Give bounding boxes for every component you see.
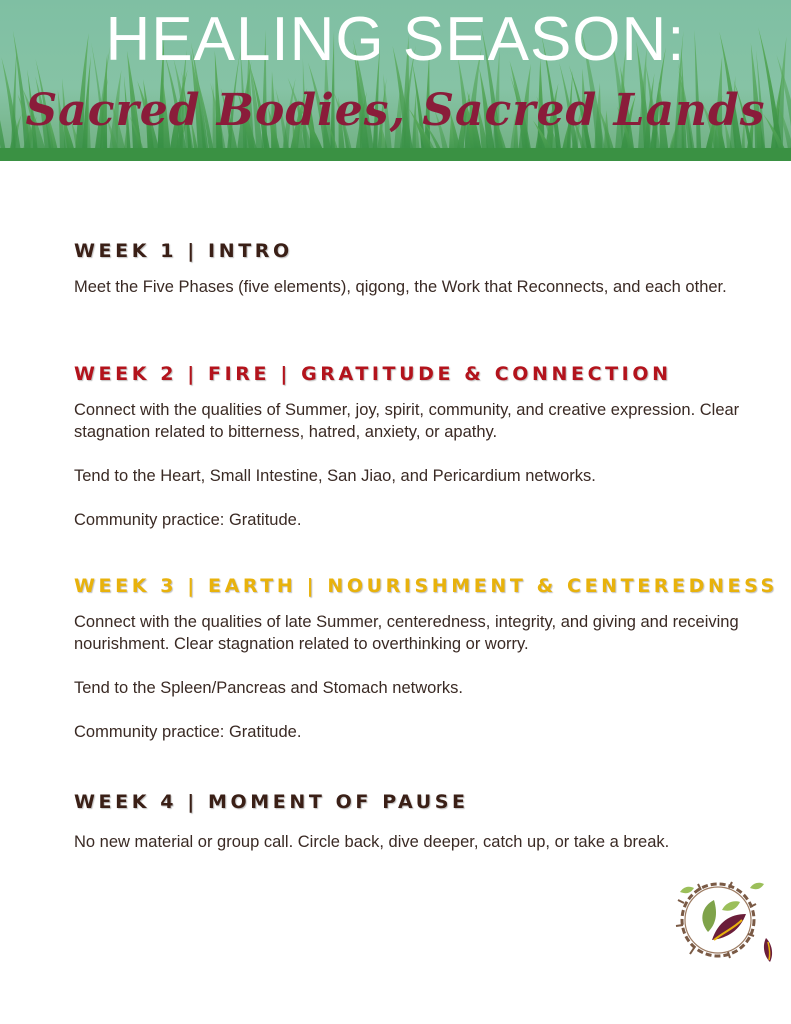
leaf-wreath-icon xyxy=(668,870,784,970)
week-1-section xyxy=(74,240,754,298)
week-3-heading: WEEK 3 | EARTH | NOURISHMENT & CENTEREDNESS xyxy=(74,575,778,597)
week-3-description: Connect with the qualities of late Summer, centeredness, integrity, and giving and receiving nourishment. Clear stagnation related to overthinking or worry. xyxy=(74,613,739,653)
week-2-description: Connect with the qualities of Summer, joy, spirit, community, and creative expression. Clear stagnation related to bitterness, hatred, anxiety, or apathy. xyxy=(74,401,740,441)
week-4-section xyxy=(74,791,754,853)
week-3-section xyxy=(74,575,778,743)
week-2-networks: Tend to the Heart, Small Intestine, San Jiao, and Pericardium networks. xyxy=(74,467,596,485)
page-title: HEALING SEASON: xyxy=(105,5,686,74)
header-banner xyxy=(0,0,791,161)
week-2-heading: WEEK 2 | FIRE | GRATITUDE & CONNECTION xyxy=(74,363,672,385)
week-2-practice: Community practice: Gratitude. xyxy=(74,511,302,529)
week-4-description: No new material or group call. Circle back, dive deeper, catch up, or take a break. xyxy=(74,833,670,851)
week-2-section xyxy=(74,363,754,531)
week-3-networks: Tend to the Spleen/Pancreas and Stomach networks. xyxy=(74,679,463,697)
week-3-practice: Community practice: Gratitude. xyxy=(74,723,302,741)
week-1-description: Meet the Five Phases (five elements), qigong, the Work that Reconnects, and each other. xyxy=(74,278,727,296)
page-subtitle: Sacred Bodies, Sacred Lands xyxy=(25,85,766,136)
week-4-heading: WEEK 4 | MOMENT OF PAUSE xyxy=(74,791,469,813)
week-1-heading: WEEK 1 | INTRO xyxy=(74,240,293,262)
